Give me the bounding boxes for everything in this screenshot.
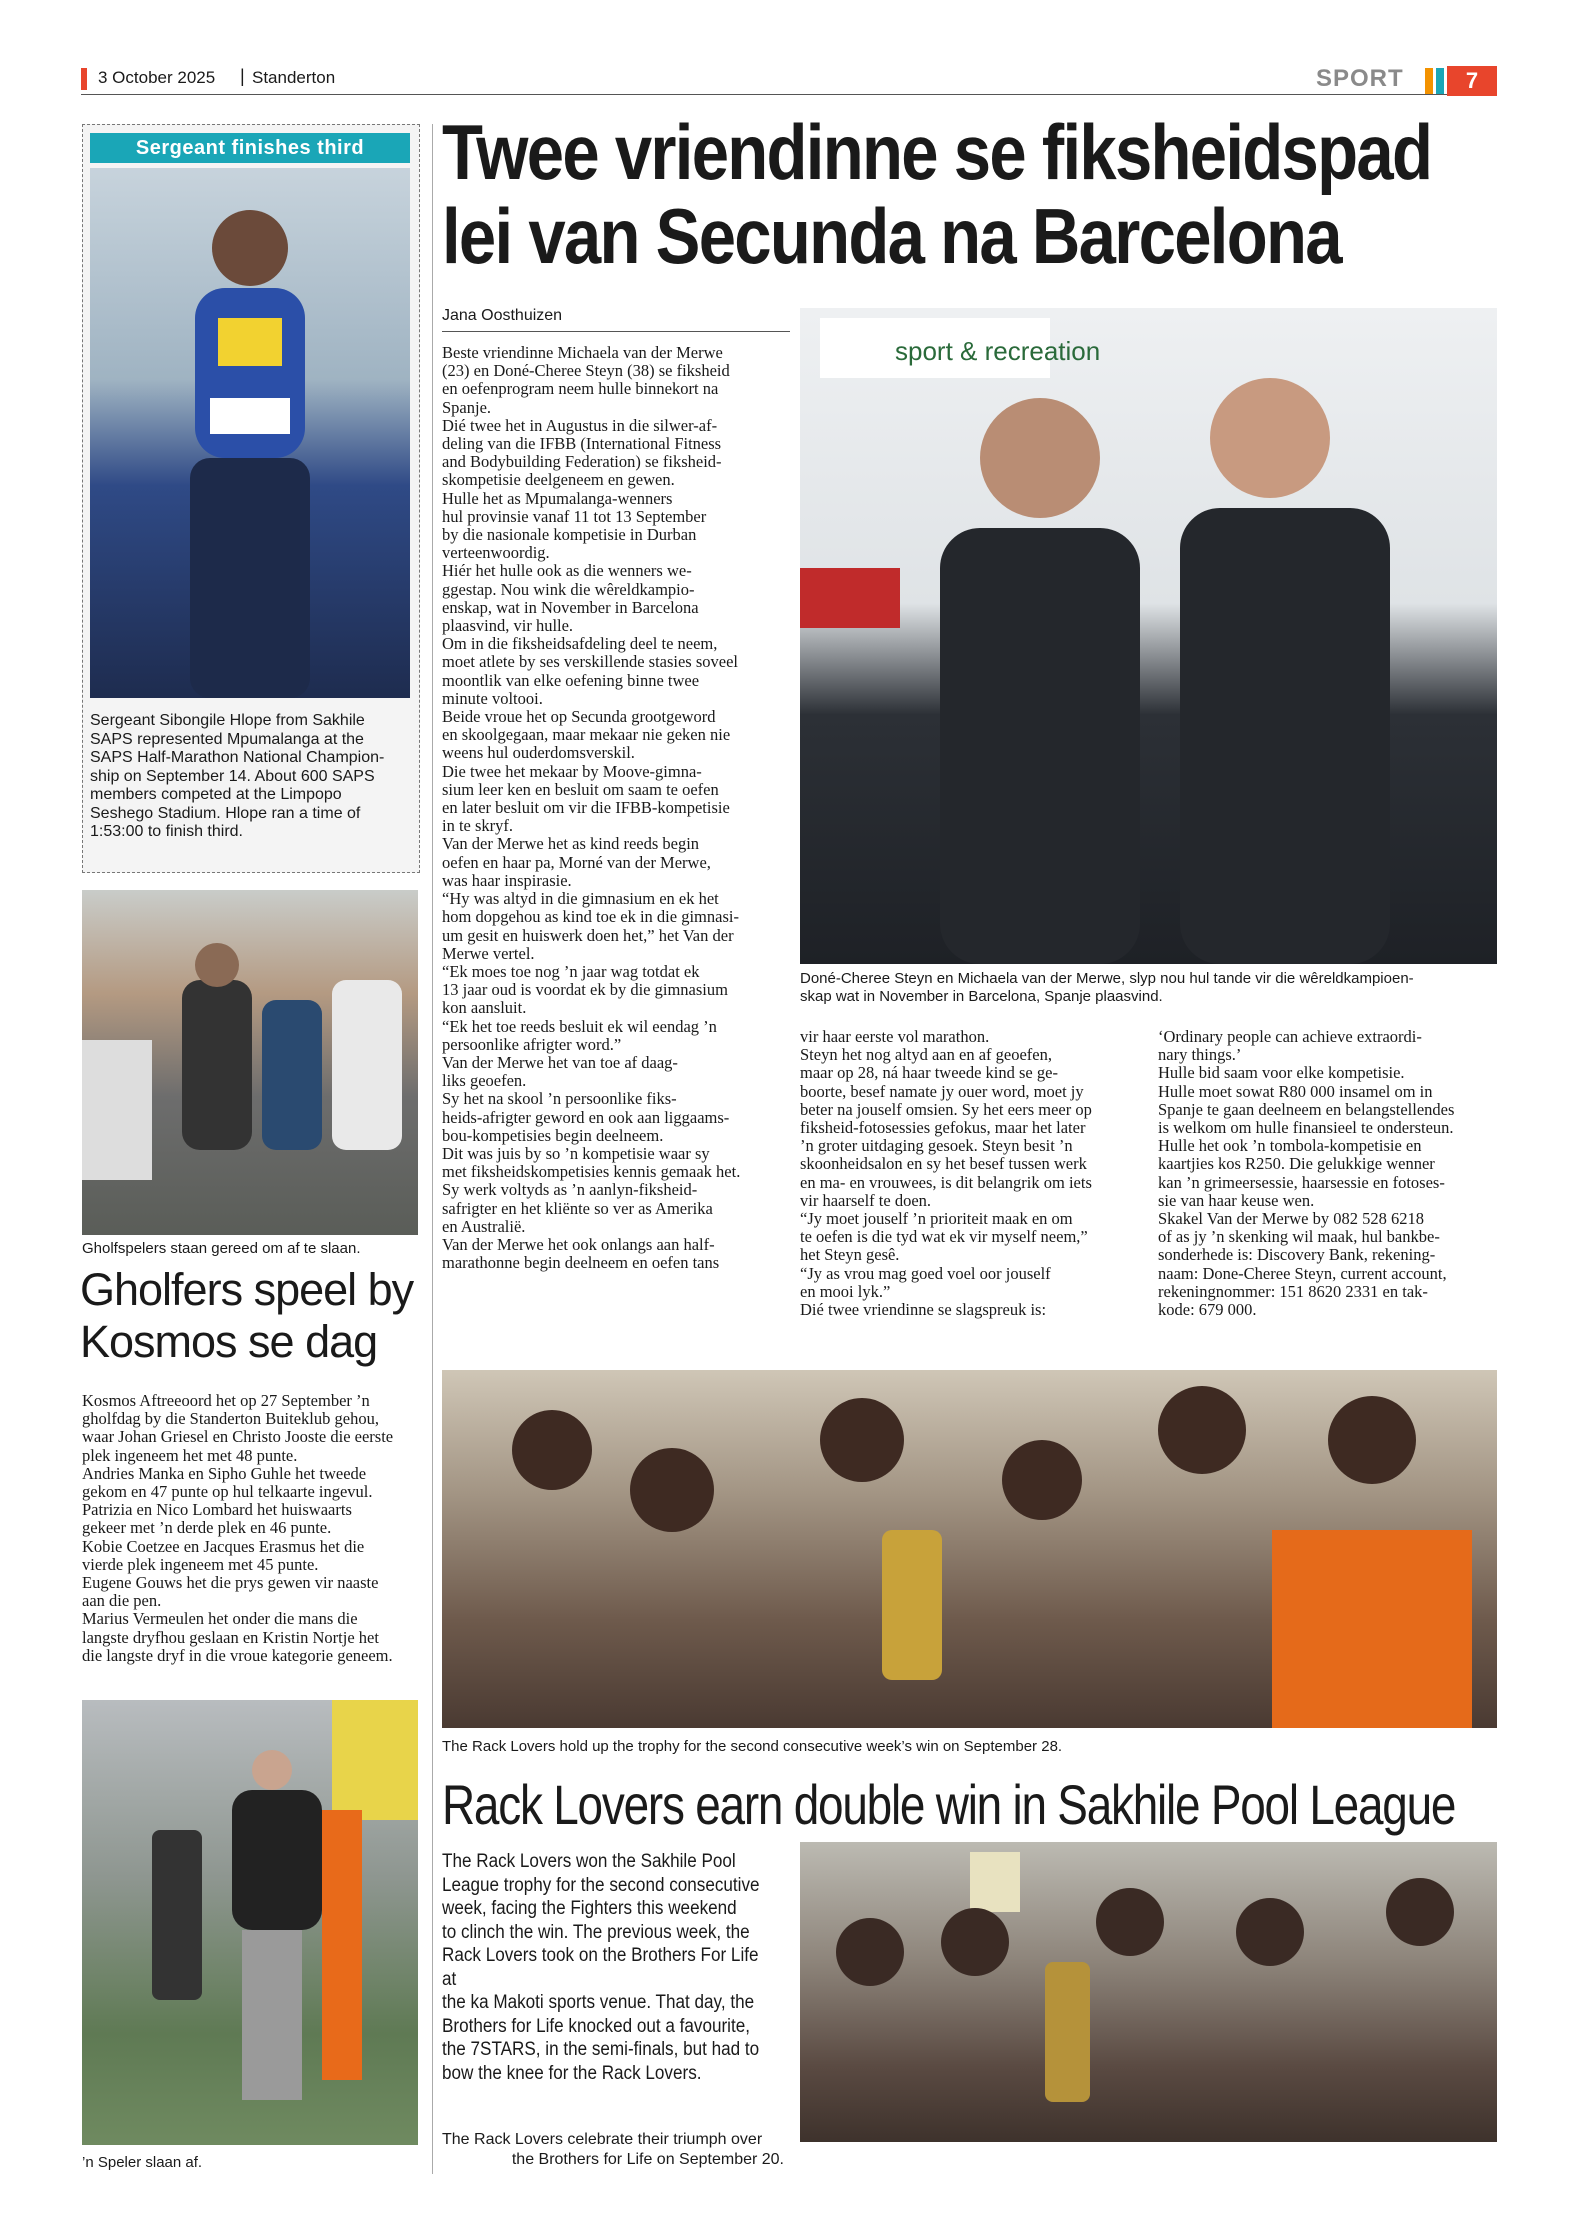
main-article-col2: vir haar eerste vol marathon. Steyn het nog altyd aan en af geoefen, maar op 28, ná haar tweede kind se ge- boorte, besef namate jy ouer word, moet jy beter na jouself omsien. Sy het eers meer op fiksheid-fotosessies gefokus, maar het later ’n groter uitdaging gesoek. Steyn besit ’n skoonheidsalon en sy het besef tussen werk en ma- en vrouwees, is dit belangrik om iets vir haarself te doen. “Jy moet jouself ’n prioriteit maak en om te oefen is die tyd wat ek vir myself neem,” het Steyn gesê. “Jy as vrou mag goed voel oor jouself en mooi lyk.” Dié twee vriendinne se slagspreuk is: — [800, 1027, 1092, 1320]
golf-players-caption: Gholfspelers staan gereed om af te slaan. — [82, 1240, 361, 1257]
byline-rule — [442, 331, 790, 332]
team-group-silhouette-icon — [442, 1370, 1497, 1728]
section-color-bar-orange — [1425, 68, 1433, 94]
runner-photo — [90, 168, 410, 698]
golf-headline-line2: Kosmos se dag — [80, 1316, 378, 1367]
issue-date: 3 October 2025 — [98, 68, 216, 87]
golf-headline-line1: Gholfers speel by — [80, 1264, 414, 1315]
column-separator — [432, 124, 433, 2174]
header-rule — [81, 94, 1497, 95]
sergeant-box-title: Sergeant finishes third — [90, 133, 410, 163]
svg-text:sport & recreation: sport & recreation — [895, 336, 1101, 366]
rack-lovers-celebration-caption-line2: the Brothers for Life on September 20. — [511, 2151, 784, 2168]
golfer-swing-photo — [82, 1700, 418, 2145]
rack-lovers-celebration-caption-line1: The Rack Lovers celebrate their triumph over — [442, 2131, 763, 2148]
main-headline-line1: Twee vriendinne se fiksheidspad — [442, 108, 1432, 196]
main-headline-line2: lei van Secunda na Barcelona — [442, 192, 1341, 280]
main-article-col1: Beste vriendinne Michaela van der Merwe (23) en Doné-Cheree Steyn (38) se fiksheid en oefenprogram neem hulle binnekort na Spanje. Dié twee het in Augustus in die silwer-af- deling van die IFBB (International Fitness and Bodybuilding Federation) se fiksheid- skompetisie deelgeneem en gewen. Hulle het as Mpumalanga-wenners hul provinsie vanaf 11 tot 13 September by die nasionale kompetisie in Durban verteenwoordig. Hiér het hulle ook as die wenners we- ggestap. Nou wink die wêreldkampio- enskap, wat in November in Barcelona plaasvind, vir hulle. Om in die fiksheidsafdeling deel te neem, moet atlete by ses verskillende stasies soveel moontlik van elke oefening binne twee minute voltooi. Beide vroue het op Secunda grootgeword en skoolgegaan, maar mekaar nie geken nie weens hul ouderdomsverskil. Die twee het mekaar by Moove-gimna- sium leer ken en besluit om saam te oefen en later besluit om vir die IFBB-kompetisie in te skryf. Van der Merwe het as kind reeds begin oefen en haar pa, Morné van der Merwe, was haar inspirasie. “Hy was altyd in die gimnasium en ek het hom dopgehou as kind toe ek in die gimnasi- um gesit en huiswerk doen het,” het Van der Merwe vertel. “Ek moes toe nog ’n jaar wag totdat ek 13 jaar oud is voordat ek by die gimnasium kon aansluit. “Ek het toe reeds besluit ek wil eendag ’n persoonlike afrigter word.” Van der Merwe het van toe af daag- liks geoefen. Sy het na skool ’n persoonlike fiks- heids-afrigter geword en ook aan liggaams- bou-kompetisies begin deelneem. Dit was juis by so ’n kompetisie waar sy met fiksheidskompetisies kennis gemaak het. Sy werk voltyds as ’n aanlyn-fiksheid- safrigter en het kliënte so ver as Amerika en Australië. Van der Merwe het ook onlangs aan half- marathonne begin deelneem en oefen tans — [442, 343, 741, 1273]
golf-players-photo — [82, 890, 418, 1235]
fitness-duo-caption: Doné-Cheree Steyn en Michaela van der Merwe, slyp nou hul tande vir die wêreldkampioen- skap wat in November in Barcelona, Spanje plaasvind. — [800, 970, 1414, 1005]
runner-silhouette-icon — [90, 168, 410, 698]
pool-headline: Rack Lovers earn double win in Sakhile Pool League — [442, 1773, 1456, 1836]
main-article-col3: ‘Ordinary people can achieve extraordi- nary things.’ Hulle bid saam voor elke kompetisie. Hulle moet sowat R80 000 insamel om in Spanje te gaan deelneem en belangstellendes is welkom om hulle finansieel te ondersteun. Hulle het ook ’n tombola-kompetisie en kaartjies kos R250. Die gelukkige wenner kan ’n grimeersessie, haarsessie en fotoses- sie van haar keuse wen. Skakel Van der Merwe by 082 528 6218 of as jy ’n skenking wil maak, hul bankbe- sonderhede is: Discovery Bank, rekening- naam: Done-Cheree Steyn, current account, rekeningnommer: 151 8620 2331 en tak- kode: 679 000. — [1158, 1027, 1455, 1320]
section-label: SPORT — [1316, 65, 1404, 92]
golf-article-body: Kosmos Aftreeoord het op 27 September ’n gholfdag by die Standerton Buiteklub gehou, waar Johan Griesel en Christo Jooste die eerste plek ingeneem het met 48 punte. Andries Manka en Sipho Guhle het tweede gekom en 47 punte op hul telkaarte ingevul. Patrizia en Nico Lombard het huiswaarts gekeer met ’n derde plek en 46 punte. Kobie Coetzee en Jacques Erasmus het die vierde plek ingeneem met 45 punte. Eugene Gouws het die prys gewen vir naaste aan die pen. Marius Vermeulen het onder die mans die langste dryfhou geslaan en Kristin Nortje het die langste dryf in die vroue kategorie geneem. — [82, 1391, 394, 1665]
runner-photo-caption: Sergeant Sibongile Hlope from Sakhile SAPS represented Mpumalanga at the SAPS Half-Marathon National Champion- ship on September 14. About 600 SAPS members competed at the Limpopo Seshego Stadium. Hlope ran a time of 1:53:00 to finish third. — [90, 712, 385, 840]
issue-town: Standerton — [252, 68, 336, 87]
celebration-silhouette-icon — [800, 1842, 1497, 2142]
pool-article-body: The Rack Lovers won the Sakhile Pool League trophy for the second consecutive week, facing the Fighters this weekend to clinch the win. The previous week, the Rack Lovers took on the Brothers For Life at the ka Makoti sports venue. That day, the Brothers for Life knocked out a favourite, the 7STARS, in the semi-finals, but had to bow the knee for the Rack Lovers. — [442, 1851, 760, 2084]
fitness-duo-silhouette-icon — [800, 308, 1497, 964]
page-number: 7 — [1447, 66, 1497, 96]
header-accent-bar — [81, 68, 87, 90]
rack-lovers-celebration-photo — [800, 1842, 1497, 2142]
rack-lovers-trophy-caption: The Rack Lovers hold up the trophy for the second consecutive week’s win on September 28. — [442, 1738, 1063, 1755]
golf-cart-icon — [82, 890, 418, 1235]
byline: Jana Oosthuizen — [442, 307, 563, 324]
golfer-swing-caption: ’n Speler slaan af. — [82, 2154, 203, 2171]
header-divider: | — [240, 66, 245, 86]
golfer-silhouette-icon — [82, 1700, 418, 2145]
section-color-bar-teal — [1436, 68, 1444, 94]
rack-lovers-trophy-photo — [442, 1370, 1497, 1728]
fitness-duo-photo — [800, 308, 1497, 964]
